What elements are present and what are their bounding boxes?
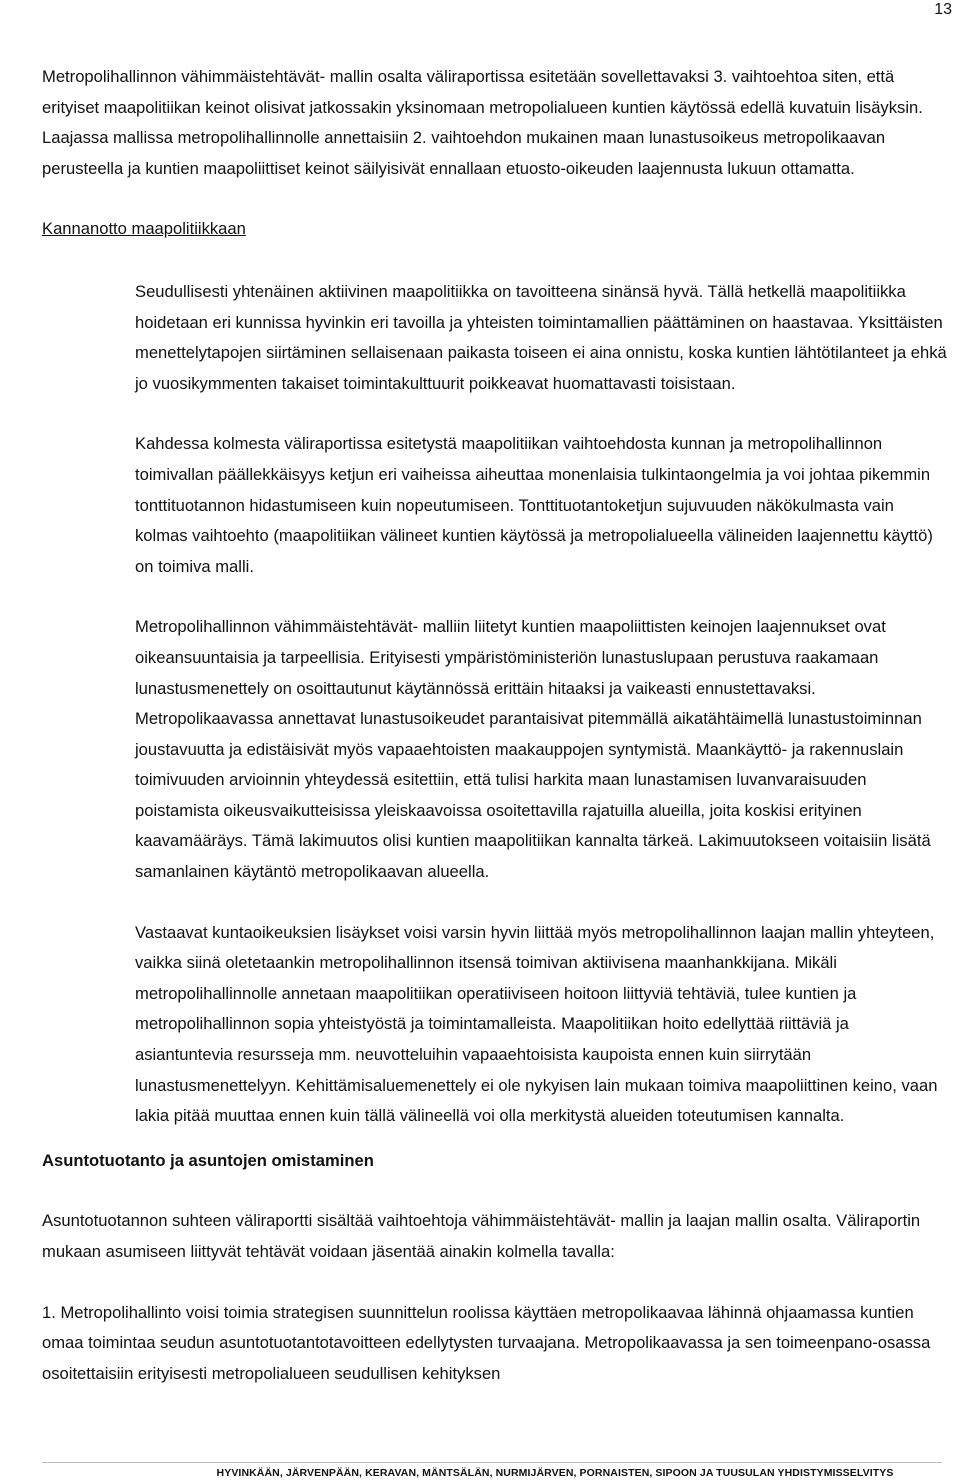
kannanotto-paragraph: Metropolihallinnon vähimmäistehtävät- malliin liitetyt kuntien maapoliittisten keinojen laajennukset ovat oikeansuuntaisia ja tarpeellisia. Erityisesti ympäristöministeriön lunastuslupaan perustuva raakamaan lunastusmenettely on osoittautunut käytännössä erittäin hitaaksi ja vaikeasti ennustettavaksi. Metropolikaavassa annettavat lunastusoikeudet parantaisivat pitemmällä aikatähtäimellä lunastustoiminnan joustavuutta ja edistäisivät myös vapaaehtoisten maakauppojen syntymistä. Maankäyttö- ja rakennuslain toimivuuden arvioinnin yhteydessä esitettiin, että tulisi harkita maan lunastamisen luvanvaraisuuden poistamista oikeusvaikutteisissa yleiskaavoissa osoitettavilla rajatuilla alueilla, joita koskisi erityinen kaavamääräys. Tämä lakimuutos olisi kuntien maapolitiikan kannalta tärkeä. Lakimuutokseen voitaisiin lisätä samanlainen käytäntö metropolikaavan alueella.	[135, 617, 931, 882]
intro-paragraph: Metropolihallinnon vähimmäistehtävät- mallin osalta väliraportissa esitetään sovellettavaksi 3. vaihtoehtoa siten, että erityiset maapolitiikan keinot olisivat jatkossakin yksinomaan metropolialueen kuntien käytössä edellä kuvatuin lisäyksin. Laajassa mallissa metropolihallinnolle annettaisiin 2. vaihtoehdon mukainen maan lunastusoikeus metropolikaavan perusteella ja kuntien maapoliittiset keinot säilyisivät ennallaan etuosto-oikeuden laajennusta lukuun ottamatta.	[42, 67, 923, 178]
section-heading: Asuntotuotanto ja asuntojen omistaminen	[42, 1150, 374, 1170]
list-item: 1. Metropolihallinto voisi toimia strategisen suunnittelun roolissa käyttäen metropolikaavaa lähinnä ohjaamassa kuntien omaa toimintaa seudun asuntotuotantotavoitteen edellytysten turvaajana. Metropolikaavassa ja sen toimeenpano-osassa osoitettaisiin erityisesti metropolialueen seudullisen kehityksen	[42, 1302, 931, 1383]
footer-divider	[42, 1462, 942, 1463]
kannanotto-paragraph: Kahdessa kolmesta väliraportissa esitetystä maapolitiikan vaihtoehdosta kunnan ja metropolihallinnon toimivallan päällekkäisyys ketjun eri vaiheissa aiheuttaa monenlaisia tulkintaongelmia ja voi johtaa pikemmin tonttituotannon hidastumiseen kuin nopeutumiseen. Tonttituotantoketjun sujuvuuden näkökulmasta vain kolmas vaihtoehto (maapolitiikan välineet kuntien käytössä ja metropolialueella välineiden laajennettu käyttö) on toimiva malli.	[135, 434, 933, 576]
document-body	[42, 62, 947, 1389]
kannanotto-paragraph: Seudullisesti yhtenäinen aktiivinen maapolitiikka on tavoitteena sinänsä hyvä. Tällä hetkellä maapolitiikka hoidetaan eri kunnissa hyvinkin eri tavoilla ja yhteisten toimintamallien päättäminen on haastavaa. Yksittäisten menettelytapojen siirtäminen sellaisenaan paikasta toiseen ei aina onnistu, koska kuntien lähtötilanteet ja ehkä jo vuosikymmenten takaiset toimintakulttuurit poikkeavat huomattavasti toisistaan.	[135, 281, 947, 393]
kannanotto-heading: Kannanotto maapolitiikkaan	[42, 219, 246, 239]
kannanotto-block	[135, 277, 950, 1132]
section-paragraph: Asuntotuotannon suhteen väliraportti sisältää vaihtoehtoja vähimmäistehtävät- mallin ja laajan mallin osalta. Väliraportin mukaan asumiseen liittyvät tehtävät voidaan jäsentää ainakin kolmella tavalla:	[42, 1211, 921, 1261]
kannanotto-paragraph: Vastaavat kuntaoikeuksien lisäykset voisi varsin hyvin liittää myös metropolihallinnon laajan mallin yhteyteen, vaikka siinä oletetaankin metropolihallinnon itsensä toimivan aktiivisena maanhankkijana. Mikäli metropolihallinnolle annetaan maapolitiikan operatiiviseen hoitoon liittyviä tehtäviä, tulee kuntien ja metropolihallinnon sopia yhteistyöstä ja toimintamalleista. Maapolitiikan hoito edellyttää riittäviä ja asiantuntevia resursseja mm. neuvotteluihin vapaaehtoisista kaupoista ennen kuin siirrytään lunastusmenettelyyn. Kehittämisaluemenettely ei ole nykyisen lain mukaan toimiva maapoliittinen keino, vaan lakia pitää muuttaa ennen kuin tällä välineellä voi olla merkitystä alueiden toteutumisen kannalta.	[135, 922, 938, 1126]
page-number: 13	[934, 1, 952, 18]
footer-text: HYVINKÄÄN, JÄRVENPÄÄN, KERAVAN, MÄNTSÄLÄN, NURMIJÄRVEN, PORNAISTEN, SIPOON JA TUUSULAN YHDISTYMISSELVITYS	[216, 1467, 894, 1479]
